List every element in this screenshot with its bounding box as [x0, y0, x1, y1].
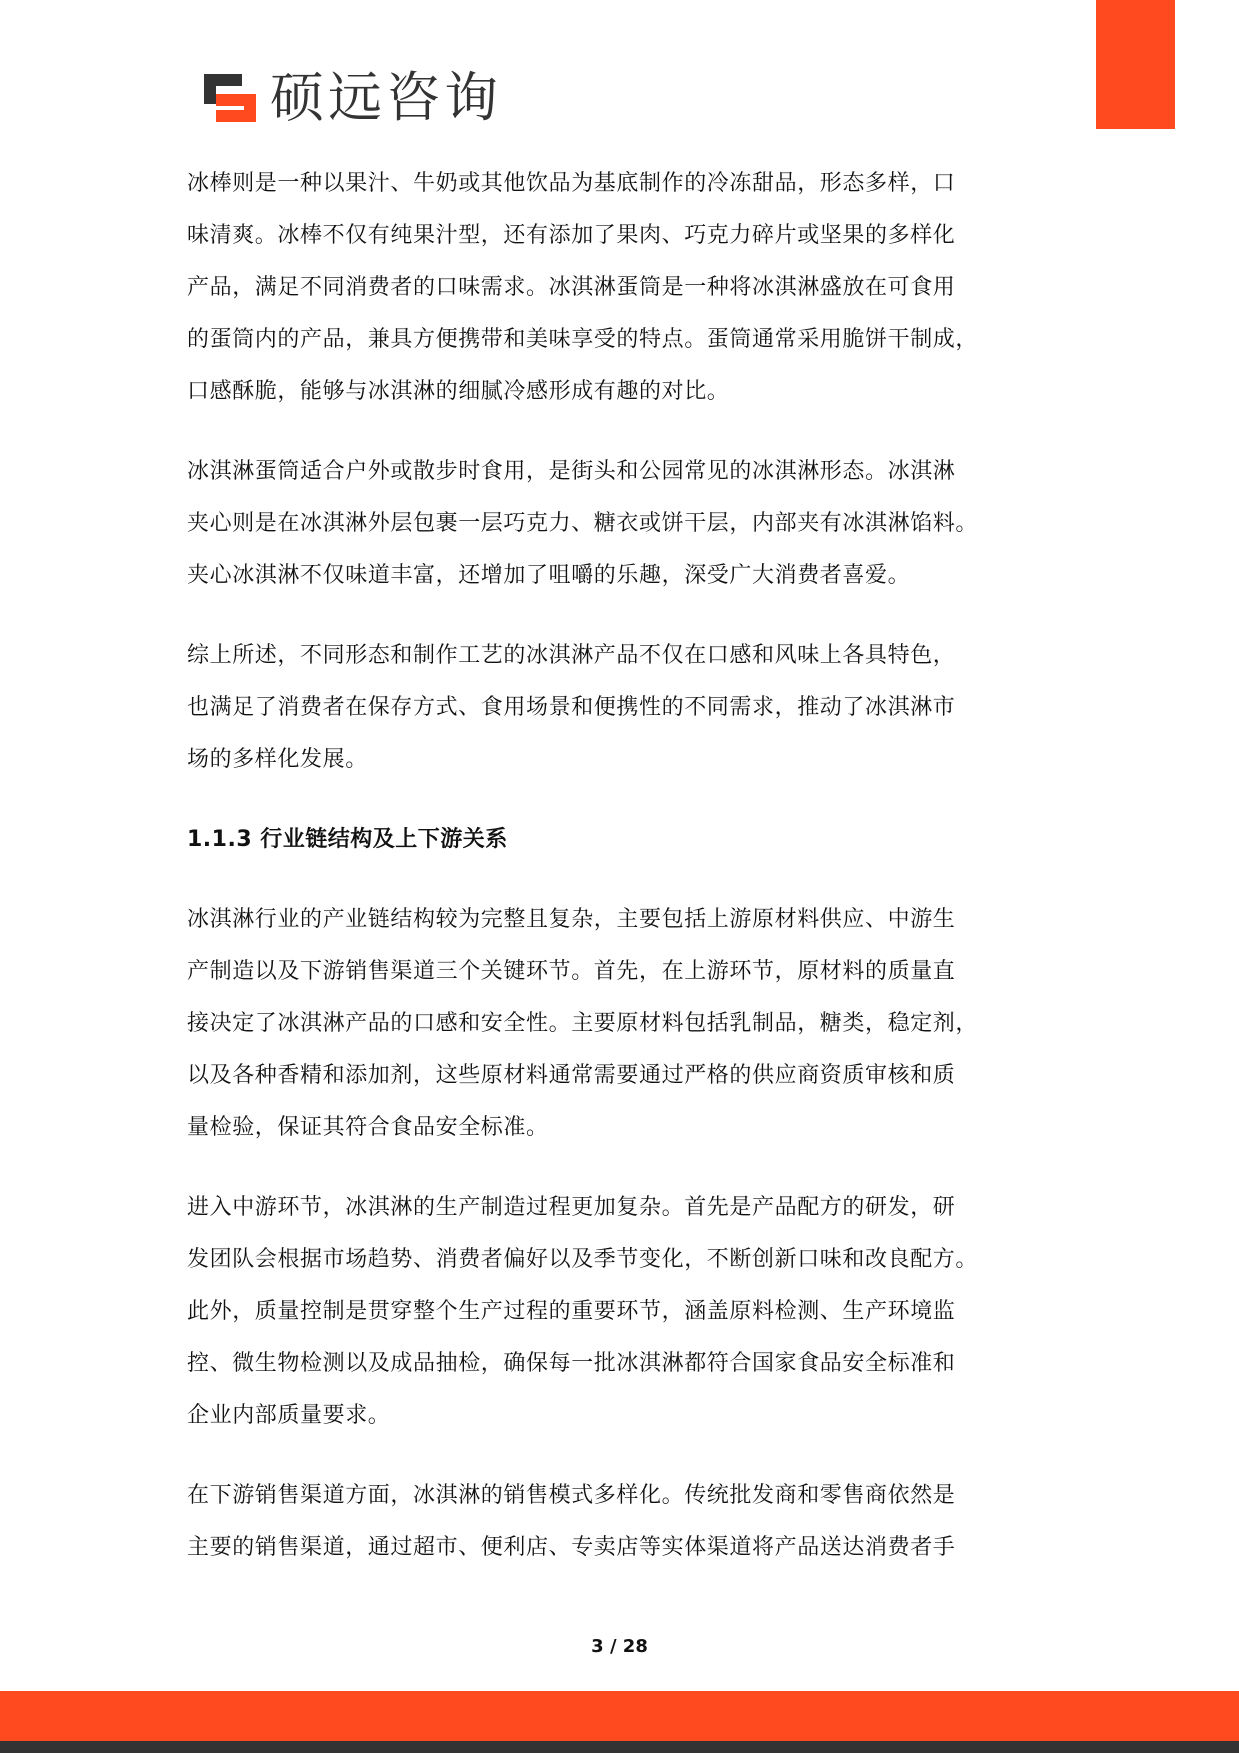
text-line: 口感酥脆，能够与冰淇淋的细腻冷感形成有趣的对比。	[187, 379, 730, 404]
text-line: 综上所述，不同形态和制作工艺的冰淇淋产品不仅在口感和风味上各具特色，	[187, 643, 956, 668]
text-line: 夹心则是在冰淇淋外层包裹一层巧克力、糖衣或饼干层，内部夹有冰淇淋馅料。	[187, 511, 979, 536]
paragraph-upstream	[187, 894, 1057, 1154]
text-line: 发团队会根据市场趋势、消费者偏好以及季节变化，不断创新口味和改良配方。	[187, 1247, 979, 1272]
section-heading: 1.1.3 行业链结构及上下游关系	[187, 827, 508, 852]
logo-mark-icon	[202, 70, 258, 126]
text-line: 以及各种香精和添加剂，这些原材料通常需要通过严格的供应商资质审核和质	[187, 1063, 956, 1088]
text-line: 量检验，保证其符合食品安全标准。	[187, 1115, 549, 1140]
paragraph-cone-sandwich	[187, 446, 1057, 602]
paragraph-summary	[187, 630, 1057, 786]
document-body	[187, 158, 1057, 1602]
company-logo	[202, 68, 502, 128]
text-line: 此外，质量控制是贯穿整个生产过程的重要环节，涵盖原料检测、生产环境监	[187, 1299, 956, 1324]
paragraph-downstream	[187, 1470, 1057, 1574]
paragraph-midstream	[187, 1182, 1057, 1442]
corner-accent-block	[1096, 0, 1175, 129]
logo-text: 硕远咨询	[270, 66, 502, 129]
text-line: 产制造以及下游销售渠道三个关键环节。首先，在上游环节，原材料的质量直	[187, 959, 956, 984]
text-line: 产品，满足不同消费者的口味需求。冰淇淋蛋筒是一种将冰淇淋盛放在可食用	[187, 275, 956, 300]
text-line: 冰淇淋蛋筒适合户外或散步时食用，是街头和公园常见的冰淇淋形态。冰淇淋	[187, 459, 956, 484]
text-line: 进入中游环节，冰淇淋的生产制造过程更加复杂。首先是产品配方的研发，研	[187, 1195, 956, 1220]
text-line: 主要的销售渠道，通过超市、便利店、专卖店等实体渠道将产品送达消费者手	[187, 1535, 956, 1560]
text-line: 企业内部质量要求。	[187, 1403, 391, 1428]
page-number: 3 / 28	[591, 1636, 648, 1657]
text-line: 也满足了消费者在保存方式、食用场景和便携性的不同需求，推动了冰淇淋市	[187, 695, 956, 720]
paragraph-ice-pop	[187, 158, 1057, 418]
text-line: 控、微生物检测以及成品抽检，确保每一批冰淇淋都符合国家食品安全标准和	[187, 1351, 956, 1376]
text-line: 的蛋筒内的产品，兼具方便携带和美味享受的特点。蛋筒通常采用脆饼干制成，	[187, 327, 979, 352]
text-line: 场的多样化发展。	[187, 747, 368, 772]
text-line: 冰棒则是一种以果汁、牛奶或其他饮品为基底制作的冷冻甜品，形态多样，口	[187, 171, 956, 196]
text-line: 夹心冰淇淋不仅味道丰富，还增加了咀嚼的乐趣，深受广大消费者喜爱。	[187, 563, 911, 588]
text-line: 味清爽。冰棒不仅有纯果汁型，还有添加了果肉、巧克力碎片或坚果的多样化	[187, 223, 956, 248]
footer-accent-band	[0, 1691, 1239, 1741]
footer-dark-band	[0, 1741, 1239, 1753]
text-line: 在下游销售渠道方面，冰淇淋的销售模式多样化。传统批发商和零售商依然是	[187, 1483, 956, 1508]
text-line: 接决定了冰淇淋产品的口感和安全性。主要原材料包括乳制品，糖类，稳定剂，	[187, 1011, 979, 1036]
text-line: 冰淇淋行业的产业链结构较为完整且复杂，主要包括上游原材料供应、中游生	[187, 907, 956, 932]
